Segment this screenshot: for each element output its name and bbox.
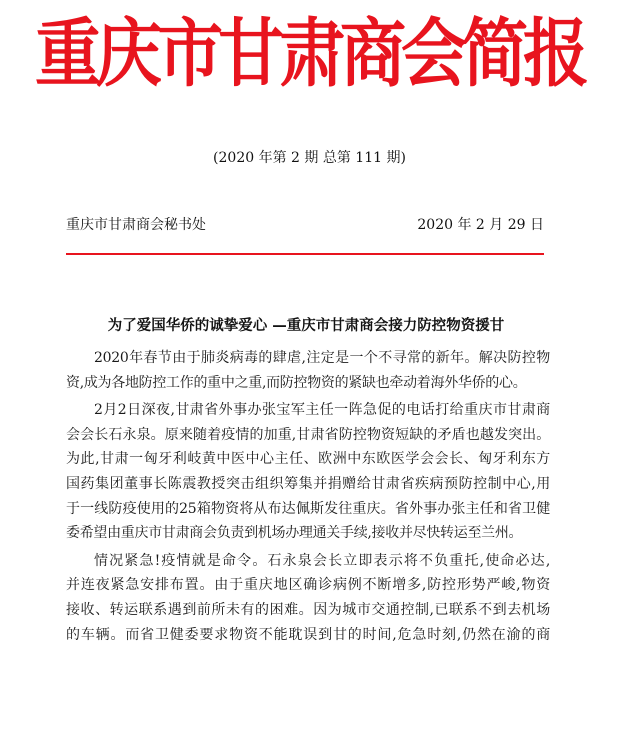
red-divider [66,253,544,255]
body-line: 委希望由重庆市甘肃商会负责到机场办理通关手续,接收并尽快转运至兰州。 [66,525,523,542]
issue-date: 2020 年 2 月 29 日 [417,217,544,233]
body-line: 情况紧急!疫情就是命令。石永泉会长立即表示将不负重托,使命必达, [94,552,550,569]
article-headline: 为了爱国华侨的诚挚爱心 —重庆市甘肃商会接力防控物资援甘 [107,318,505,334]
body-line: 接收、转运联系遇到前所未有的困难。因为城市交通控制,已联系不到去机场 [66,601,550,618]
body-line: 2020年春节由于肺炎病毒的肆虐,注定是一个不寻常的新年。解决防控物 [94,350,550,366]
body-line: 会会长石永泉。原来随着疫情的加重,甘肃省防控物资短缺的矛盾也越发突出。 [66,426,550,443]
body-line: 资,成为各地防控工作的重中之重,而防控物资的紧缺也牵动着海外华侨的心。 [66,374,527,391]
body-line: 为此,甘肃一匈牙利岐黄中医中心主任、欧洲中东欧医学会会长、匈牙利东方 [66,451,550,468]
masthead-title: 重庆市甘肃商会简报 [35,10,584,97]
issuer-name: 重庆市甘肃商会秘书处 [66,217,206,233]
body-line: 国药集团董事长陈震教授突击组织筹集并捐赠给甘肃省疾病预防控制中心,用 [66,475,550,492]
body-line: 2月2日深夜,甘肃省外事办张宝军主任一阵急促的电话打给重庆市甘肃商 [94,402,550,419]
issue-number: (2020 年第 2 期 总第 111 期) [213,150,406,166]
body-line: 的车辆。而省卫健委要求物资不能耽误到甘的时间,危急时刻,仍然在渝的商 [66,626,550,643]
body-line: 于一线防疫使用的25箱物资将从布达佩斯发往重庆。省外事办张主任和省卫健 [66,500,550,517]
article-body [66,346,550,647]
body-line: 并连夜紧急安排布置。由于重庆地区确诊病例不断增多,防控形势严峻,物资 [66,577,550,594]
